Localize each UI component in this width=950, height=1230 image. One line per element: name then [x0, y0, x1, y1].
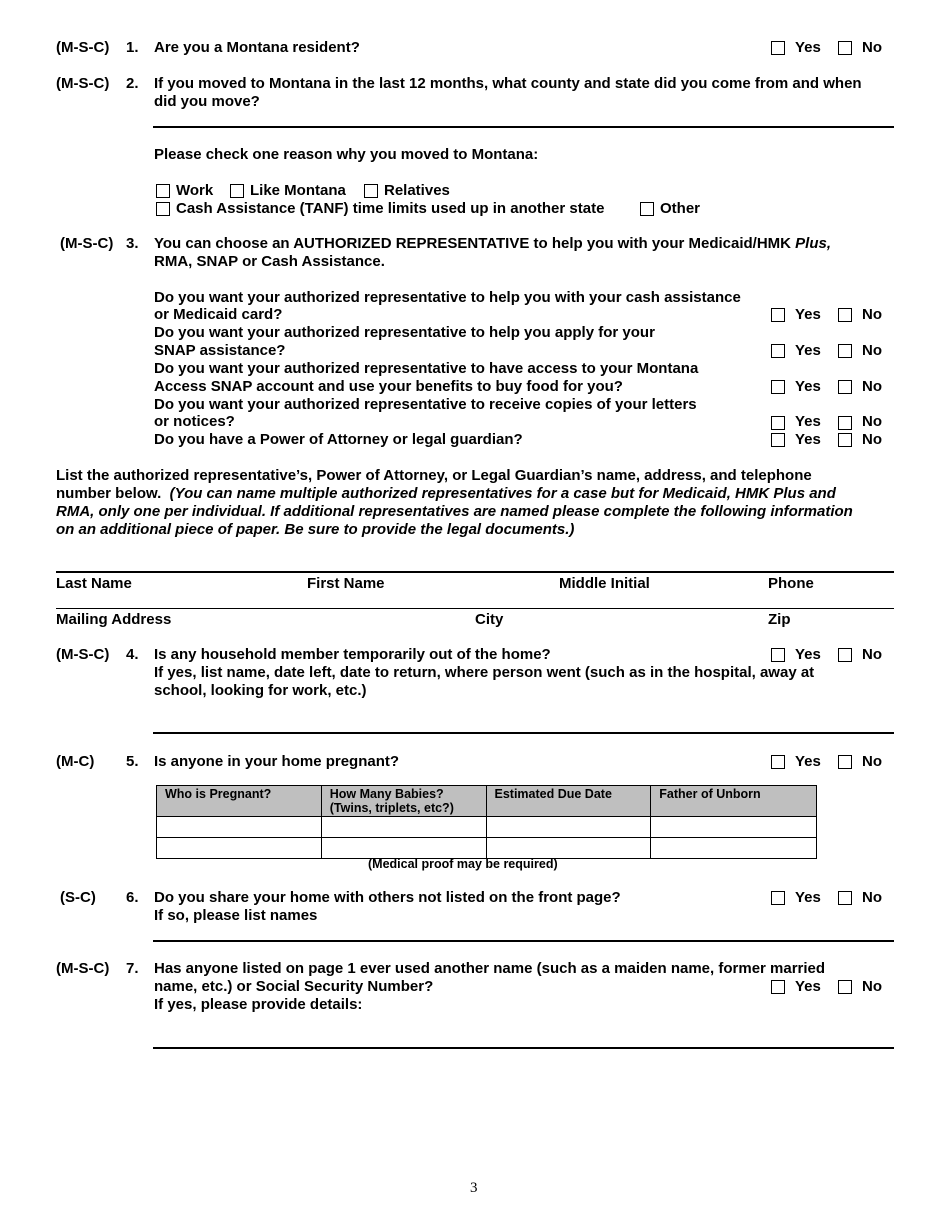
header-how-many-babies-text: How Many Babies?: [329, 787, 444, 801]
q3d-no-checkbox[interactable]: [838, 416, 852, 430]
q7-question-line2: name, etc.) or Social Security Number?: [154, 978, 434, 995]
q4-no-label: No: [862, 646, 882, 663]
q1-no-label: No: [862, 39, 882, 56]
q6-code: (S-C): [60, 889, 96, 906]
q3b-no-checkbox[interactable]: [838, 344, 852, 358]
header-estimated-due-date-text: Estimated Due Date: [494, 787, 612, 801]
q1-yes-checkbox[interactable]: [771, 41, 785, 55]
table-cell[interactable]: [157, 817, 322, 838]
q3a-yes-label: Yes: [795, 306, 821, 323]
rep-instructions-line3: RMA, only one per individual. If additional representatives are named please complete the following information: [56, 503, 853, 520]
q1-code: (M-S-C): [56, 39, 110, 56]
q3-code: (M-S-C): [60, 235, 114, 252]
q3c-yes-checkbox[interactable]: [771, 380, 785, 394]
reason-work-checkbox[interactable]: [156, 184, 170, 198]
header-father-of-unborn: [651, 786, 817, 817]
q2-code: (M-S-C): [56, 75, 110, 92]
rep-first-name-label: First Name: [307, 575, 385, 592]
q3e-yes-checkbox[interactable]: [771, 433, 785, 447]
q5-no-checkbox[interactable]: [838, 755, 852, 769]
q7-code: (M-S-C): [56, 960, 110, 977]
reason-work-label: Work: [176, 182, 214, 199]
rep-last-name-label: Last Name: [56, 575, 132, 592]
q6-yes-checkbox[interactable]: [771, 891, 785, 905]
table-row: [157, 817, 817, 838]
q1-number: 1.: [126, 39, 139, 56]
table-cell[interactable]: [651, 838, 817, 859]
q3d-no-label: No: [862, 413, 882, 430]
q3b-yes-checkbox[interactable]: [771, 344, 785, 358]
q3-question-line1: [154, 235, 831, 253]
q3e-yes-label: Yes: [795, 431, 821, 448]
q3a-no-checkbox[interactable]: [838, 308, 852, 322]
header-how-many-babies-subtext: (Twins, triplets, etc?): [329, 801, 454, 815]
q3d-yes-label: Yes: [795, 413, 821, 430]
rep-name-line[interactable]: [56, 571, 894, 573]
q5-number: 5.: [126, 753, 139, 770]
medical-proof-note: (Medical proof may be required): [368, 857, 558, 871]
q4-code: (M-S-C): [56, 646, 110, 663]
q7-number: 7.: [126, 960, 139, 977]
q7-no-label: No: [862, 978, 882, 995]
rep-instructions-line1: List the authorized representative’s, Power of Attorney, or Legal Guardian’s name, address, and telephone: [56, 467, 812, 484]
q2-question-line1: If you moved to Montana in the last 12 months, what county and state did you come from and when: [154, 75, 862, 92]
q6-question-line1: Do you share your home with others not listed on the front page?: [154, 889, 621, 906]
q3-question-line2: RMA, SNAP or Cash Assistance.: [154, 253, 385, 270]
q3c-line2: Access SNAP account and use your benefits to buy food for you?: [154, 378, 623, 395]
rep-middle-initial-label: Middle Initial: [559, 575, 650, 592]
q3d-line2: or notices?: [154, 413, 235, 430]
q4-no-checkbox[interactable]: [838, 648, 852, 662]
q3c-no-checkbox[interactable]: [838, 380, 852, 394]
reason-like-montana-label: Like Montana: [250, 182, 346, 199]
q3b-line2: SNAP assistance?: [154, 342, 286, 359]
header-father-of-unborn-text: Father of Unborn: [659, 787, 761, 801]
q3-line1-text: You can choose an AUTHORIZED REPRESENTATIVE to help you with your Medicaid/HMK: [154, 235, 796, 252]
reason-cash-assistance-checkbox[interactable]: [156, 202, 170, 216]
reason-like-montana-checkbox[interactable]: [230, 184, 244, 198]
reason-other-checkbox[interactable]: [640, 202, 654, 216]
q3c-no-label: No: [862, 378, 882, 395]
reason-cash-assistance-label: Cash Assistance (TANF) time limits used up in another state: [176, 200, 605, 217]
q3b-yes-label: Yes: [795, 342, 821, 359]
q3c-yes-label: Yes: [795, 378, 821, 395]
rep-instructions-line2-text: number below.: [56, 485, 170, 502]
page-number: 3: [470, 1180, 478, 1196]
q3b-line1: Do you want your authorized representative to help you apply for your: [154, 324, 655, 341]
rep-instructions-line4: on an additional piece of paper. Be sure to provide the legal documents.): [56, 521, 575, 538]
rep-city-label: City: [475, 611, 504, 628]
header-who-is-pregnant: [157, 786, 322, 817]
header-who-is-pregnant-text: Who is Pregnant?: [165, 787, 272, 801]
table-cell[interactable]: [486, 817, 651, 838]
q3a-yes-checkbox[interactable]: [771, 308, 785, 322]
q2-number: 2.: [126, 75, 139, 92]
q2-question-line2: did you move?: [154, 93, 260, 110]
q1-yes-label: Yes: [795, 39, 821, 56]
rep-phone-label: Phone: [768, 575, 814, 592]
q3a-line2: or Medicaid card?: [154, 306, 283, 323]
reason-other-label: Other: [660, 200, 701, 217]
q6-number: 6.: [126, 889, 139, 906]
rep-instructions-line2-italic: (You can name multiple authorized representatives for a case but for Medicaid, HMK Plus and: [169, 485, 836, 502]
q4-yes-checkbox[interactable]: [771, 648, 785, 662]
q5-code: (M-C): [56, 753, 95, 770]
q4-question-line1: Is any household member temporarily out of the home?: [154, 646, 551, 663]
q5-yes-checkbox[interactable]: [771, 755, 785, 769]
rep-instructions-line2: [56, 485, 836, 503]
q3b-no-label: No: [862, 342, 882, 359]
q6-no-label: No: [862, 889, 882, 906]
q7-yes-label: Yes: [795, 978, 821, 995]
q4-answer-line[interactable]: [153, 732, 894, 734]
q4-question-line2: If yes, list name, date left, date to return, where person went (such as in the hospital, away at: [154, 664, 815, 681]
q6-yes-label: Yes: [795, 889, 821, 906]
q3c-line1: Do you want your authorized representative to have access to your Montana: [154, 360, 699, 377]
header-how-many-babies: [321, 786, 486, 817]
q3a-line1: Do you want your authorized representative to help you with your cash assistance: [154, 289, 741, 306]
table-cell[interactable]: [157, 838, 322, 859]
q3d-yes-checkbox[interactable]: [771, 416, 785, 430]
q4-number: 4.: [126, 646, 139, 663]
q3e-no-label: No: [862, 431, 882, 448]
q7-answer-line[interactable]: [153, 1047, 894, 1049]
q7-no-checkbox[interactable]: [838, 980, 852, 994]
q3d-line1: Do you want your authorized representative to receive copies of your letters: [154, 396, 697, 413]
header-estimated-due-date: [486, 786, 651, 817]
q7-question-line3: If yes, please provide details:: [154, 996, 363, 1013]
pregnancy-table: [156, 785, 817, 859]
q1-no-checkbox[interactable]: [838, 41, 852, 55]
q3-line1-italic: Plus,: [795, 235, 832, 252]
q3e-no-checkbox[interactable]: [838, 433, 852, 447]
rep-zip-label: Zip: [768, 611, 791, 628]
rep-mailing-address-label: Mailing Address: [56, 611, 172, 628]
q2-reason-prompt: Please check one reason why you moved to Montana:: [154, 146, 539, 163]
table-cell[interactable]: [321, 817, 486, 838]
q1-question: Are you a Montana resident?: [154, 39, 360, 56]
table-cell[interactable]: [651, 817, 817, 838]
q5-yes-label: Yes: [795, 753, 821, 770]
q6-answer-line[interactable]: [153, 940, 894, 942]
q4-yes-label: Yes: [795, 646, 821, 663]
q5-no-label: No: [862, 753, 882, 770]
q3e-line1: Do you have a Power of Attorney or legal guardian?: [154, 431, 523, 448]
q7-question-line1: Has anyone listed on page 1 ever used another name (such as a maiden name, former married: [154, 960, 826, 977]
q2-answer-line[interactable]: [153, 126, 894, 128]
pregnancy-table-header: [157, 786, 817, 817]
q6-question-line2: If so, please list names: [154, 907, 318, 924]
q5-question: Is anyone in your home pregnant?: [154, 753, 400, 770]
rep-address-line[interactable]: [56, 608, 894, 609]
q3a-no-label: No: [862, 306, 882, 323]
reason-relatives-label: Relatives: [384, 182, 450, 199]
q7-yes-checkbox[interactable]: [771, 980, 785, 994]
q4-question-line3: school, looking for work, etc.): [154, 682, 367, 699]
q6-no-checkbox[interactable]: [838, 891, 852, 905]
q3-number: 3.: [126, 235, 139, 252]
reason-relatives-checkbox[interactable]: [364, 184, 378, 198]
